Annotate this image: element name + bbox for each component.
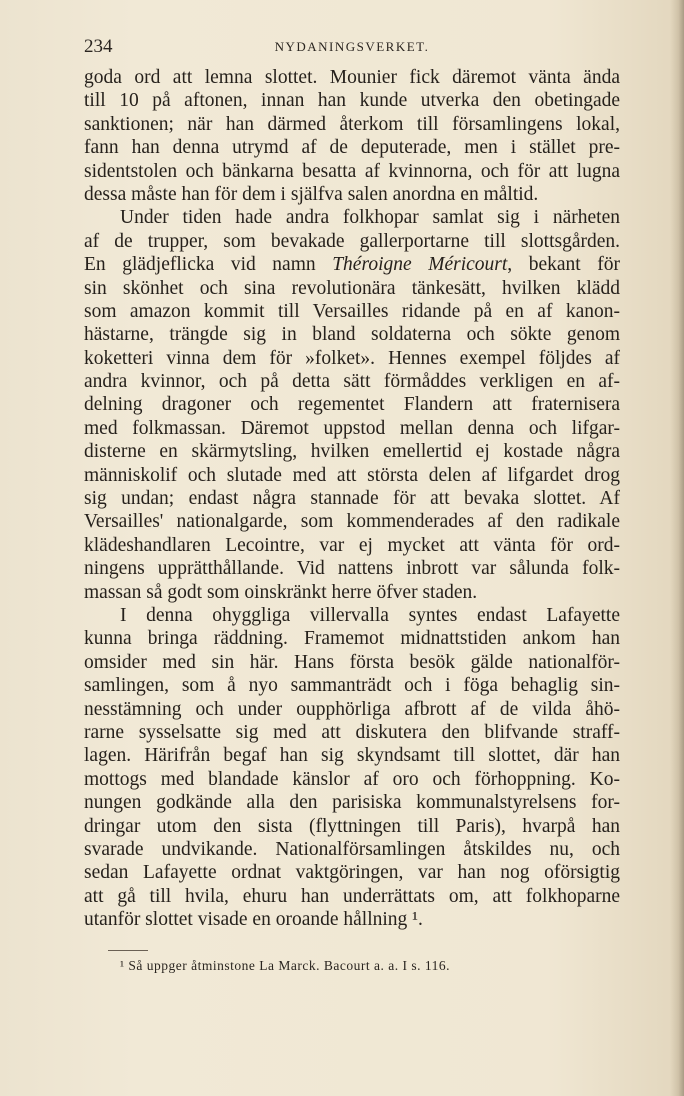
text-line: kunna bringa räddning. Framemot midnattstiden ankom han [84,628,620,650]
text-line: ningens upprätthållande. Vid nattens inbrott var sålunda folk- [84,558,620,580]
text-line: samlingen, som å nyo sammanträdt och i föga behaglig sin- [84,675,620,697]
footnote: ¹ Så uppger åtminstone La Marck. Bacourt a. a. I s. 116. [120,958,450,973]
text-line: dessa måste han för dem i själfva salen anordna en måltid. [84,183,539,205]
text-line: sidentstolen och bänkarna besatta af kvinnorna, och för att lugna [84,160,620,182]
page-header [84,36,620,60]
text-line: disterne en skärmytsling, hvilken emellertid ej kostade några [84,441,620,463]
text-line: rarne sysselsatte sig med att diskutera den blifvande straff- [84,721,620,743]
text-line: människolif och slutade med att största delen af lifgardet drog [84,464,620,486]
text-line: nungen godkände alla den parisiska kommunalstyrelsens for- [84,792,620,814]
text-line: dringar utom den sista (flyttningen till Paris), hvarpå han [84,815,620,837]
running-head: NYDANINGSVERKET. [274,39,430,54]
text-line: af de trupper, som bevakade gallerportarne till slottsgården. [84,230,620,252]
page-number: 234 [84,36,113,57]
text-line: omsider med sin här. Hans första besök gälde nationalför- [84,651,620,673]
text-line [84,253,620,276]
text-line: koketteri vinna dem för »folket». Hennes exempel följdes af [84,347,620,369]
text-line: sanktionen; när han därmed återkom till församlingens lokal, [84,113,620,135]
text-line: delning dragoner och regementet Flandern att fraternisera [84,394,620,416]
footnote-rule [108,950,148,951]
text-line: massan så godt som oinskränkt herre öfver staden. [84,581,478,603]
text-line: med folkmassan. Däremot uppstod mellan denna och lifgar- [84,417,620,439]
text-line: till 10 på aftonen, innan han kunde utverka den obetingade [84,90,620,112]
italic-name: Théroigne Méricourt [332,254,508,276]
text-line: hästarne, trängde sig in bland soldaterna och sökte genom [84,324,620,346]
text-line: lagen. Härifrån begaf han sig skyndsamt till slottet, där han [84,745,620,767]
text-line: klädeshandlaren Lecointre, var ej mycket att vänta för ord- [84,534,620,556]
text-line: svarade undvikande. Nationalförsamlingen åtskildes nu, och [84,838,620,860]
body-text [84,66,620,931]
text-line: mottogs med blandade känslor af oro och förhoppning. Ko- [84,768,620,790]
page-edge-shadow [670,0,684,1096]
text-line: Under tiden hade andra folkhopar samlat sig i närheten [120,207,620,229]
text-line: sin skönhet och sina revolutionära tänkesätt, hvilken klädd [84,277,620,299]
text-line: sedan Lafayette ordnat vaktgöringen, var han nog oförsigtig [84,862,620,884]
text-line: fann han denna utrymd af de deputerade, men i stället pre- [84,137,620,159]
text-line: Versailles' nationalgarde, som kommenderades af den radikale [84,511,620,533]
text-line: att gå till hvila, ehuru han underrättats om, att folkhoparne [84,885,620,907]
text-line: som amazon kommit till Versailles ridande på en af kanon- [84,300,620,322]
text-line: goda ord att lemna slottet. Mounier fick däremot vänta ända [84,67,620,88]
text-line: sig undan; endast några stannade för att bevaka slottet. Af [84,488,620,510]
text-line: I denna ohyggliga villervalla syntes endast Lafayette [120,604,620,626]
text-line: andra kvinnor, och på detta sätt förmåddes verkligen en af- [84,371,620,393]
text-line: utanför slottet visade en oroande hållning ¹. [84,909,423,931]
text-line: nesstämning och under oupphörliga afbrott af de vilda åhö- [84,698,620,720]
line-start: En glädjeflicka vid namn Théroigne Méricourt, bekant för [84,254,621,276]
